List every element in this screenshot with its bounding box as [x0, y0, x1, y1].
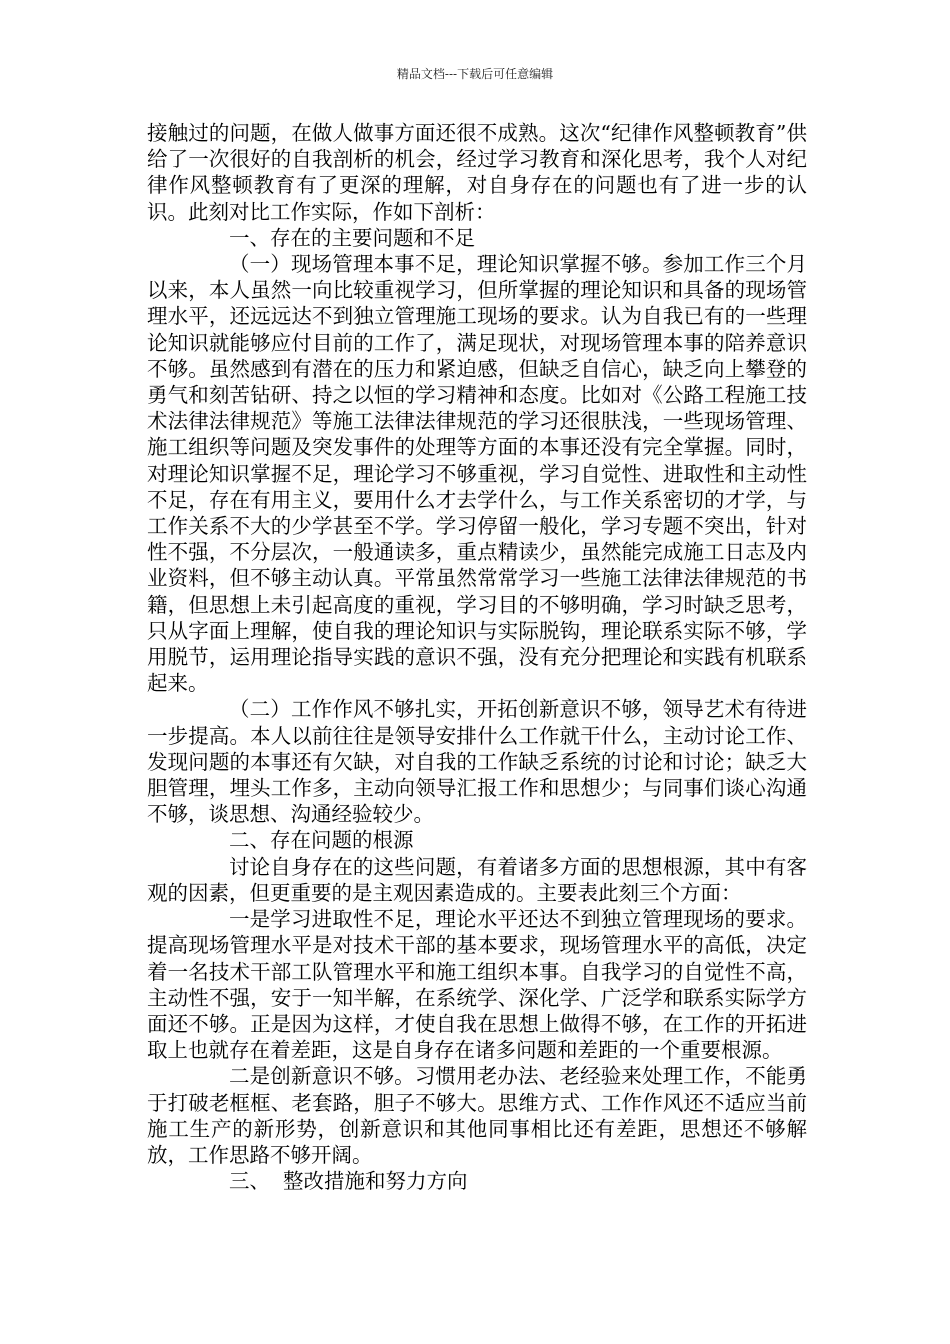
paragraph-3: 讨论自身存在的这些问题，有着诸多方面的思想根源，其中有客观的因素，但更重要的是主观因素造成的。主要表此刻三个方面： — [147, 854, 807, 905]
paragraph-4: 一是学习进取性不足，理论水平还达不到独立管理现场的要求。提高现场管理水平是对技术干部的基本要求，现场管理水平的高低，决定着一名技术干部工队管理水平和施工组织本事。自我学习的自觉性不高，主动性不强，安于一知半解，在系统学、深化学、广泛学和联系实际学方面还不够。正是因为这样，才使自我在思想上做得不够，在工作的开拓进取上也就存在着差距，这是自身存在诸多问题和差距的一个重要根源。 — [147, 907, 807, 1063]
section-heading-2: 二、存在问题的根源 — [229, 828, 414, 853]
document-body — [147, 120, 807, 1194]
paragraph-2: （二）工作作风不够扎实，开拓创新意识不够，领导艺术有待进一步提高。本人以前往往是领导安排什么工作就干什么，主动讨论工作、发现问题的本事还有欠缺，对自我的工作缺乏系统的讨论和讨论；缺乏大胆管理，埋头工作多，主动向领导汇报工作和思想少；与同事们谈心沟通不够，谈思想、沟通经验较少。 — [147, 697, 807, 827]
page-header: 精品文档---下载后可任意编辑 — [396, 67, 554, 81]
paragraph-5: 二是创新意识不够。习惯用老办法、老经验来处理工作，不能勇于打破老框框、老套路，胆子不够大。思维方式、工作作风还不适应当前施工生产的新形势，创新意识和其他同事相比还有差距，思想还不够解放，工作思路不够开阔。 — [147, 1064, 807, 1167]
paragraph-1: （一）现场管理本事不足，理论知识掌握不够。参加工作三个月以来，本人虽然一向比较重视学习，但所掌握的理论知识和具备的现场管理水平，还远远达不到独立管理施工现场的要求。认为自我已有的一些理论知识就能够应付目前的工作了，满足现状，对现场管理本事的陪养意识不够。虽然感到有潜在的压力和紧迫感，但缺乏自信心，缺乏向上攀登的勇气和刻苦钻研、持之以恒的学习精神和态度。比如对《公路工程施工技术法律法律规范》等施工法律法律规范的学习还很肤浅，一些现场管理、施工组织等问题及突发事件的处理等方面的本事还没有完全掌握。同时，对理论知识掌握不足，理论学习不够重视，学习自觉性、进取性和主动性不足，存在有用主义，要用什么才去学什么，与工作关系密切的才学，与工作关系不大的少学甚至不学。学习停留一般化，学习专题不突出，针对性不强，不分层次，一般通读多，重点精读少，虽然能完成施工日志及内业资料，但不够主动认真。平常虽然常常学习一些施工法律法律规范的书籍，但思想上未引起高度的重视，学习目的不够明确，学习时缺乏思考，只从字面上理解，使自我的理论知识与实际脱钩，理论联系实际不够，学用脱节，运用理论指导实践的意识不强，没有充分把理论和实践有机联系起来。 — [147, 252, 807, 696]
section-heading-3: 三、 整改措施和努力方向 — [229, 1169, 468, 1194]
paragraph-intro: 接触过的问题，在做人做事方面还很不成熟。这次“纪律作风整顿教育”供给了一次很好的自我剖析的机会，经过学习教育和深化思考，我个人对纪律作风整顿教育有了更深的理解，对自身存在的问题也有了进一步的认识。此刻对比工作实际，作如下剖析： — [147, 121, 807, 224]
section-heading-1: 一、存在的主要问题和不足 — [229, 225, 475, 250]
